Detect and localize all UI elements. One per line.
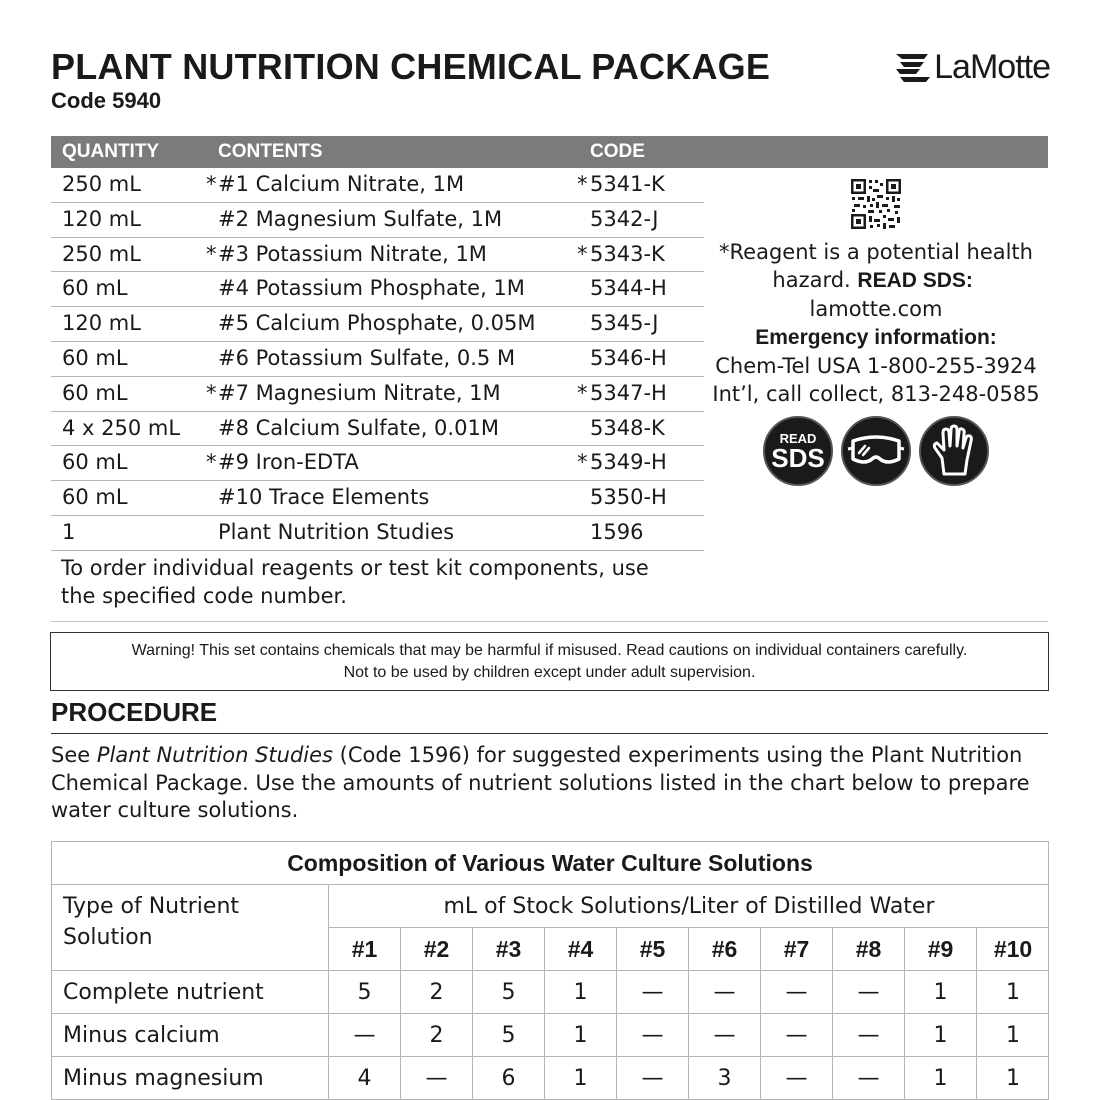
table-cell: 1 xyxy=(545,1057,617,1099)
table-row xyxy=(51,272,704,307)
table-cell: 5 xyxy=(473,971,545,1013)
contents-cell: #4 Potassium Phosphate, 1M xyxy=(218,276,525,301)
composition-title: Composition of Various Water Culture Solutions xyxy=(52,842,1048,885)
table-row xyxy=(51,307,704,342)
divider xyxy=(51,621,1048,622)
code-star: * xyxy=(577,172,588,196)
column-header: #3 xyxy=(473,928,545,970)
hazard-prefix: hazard. xyxy=(772,268,858,292)
code-star: * xyxy=(577,450,588,475)
code-cell: 5346-H xyxy=(590,345,667,370)
contents-cell: Plant Nutrition Studies xyxy=(218,519,455,544)
table-cell: 1 xyxy=(545,1014,617,1056)
table-cell: 1 xyxy=(545,971,617,1013)
table-row xyxy=(51,516,704,551)
lamotte-logo-mark-icon xyxy=(894,52,932,84)
table-cell: 6 xyxy=(473,1057,545,1099)
row-label: Complete nutrient xyxy=(52,971,329,1013)
contents-header: CONTENTS xyxy=(218,141,323,162)
procedure-text-end: (Code 1596) for suggested experiments using the Plant Nutrition Chemical Package. Use the amounts of nutrient solutions listed in the chart below to prepare water culture solutions. xyxy=(51,743,1030,822)
contents-table-header xyxy=(51,136,1048,168)
table-row xyxy=(52,1057,1049,1100)
sds-icon-bottom-text: SDS xyxy=(771,442,825,473)
code-cell: 5348-K xyxy=(590,415,665,440)
quantity-cell: 60 mL xyxy=(62,450,128,475)
row-label: Minus magnesium xyxy=(52,1057,329,1099)
table-cell: 3 xyxy=(689,1057,761,1099)
type-header: Type of Nutrient Solution xyxy=(52,885,329,971)
table-cell: 2 xyxy=(401,971,473,1013)
quantity-cell: 60 mL xyxy=(62,380,128,405)
warning-line-2: Not to be used by children except under adult supervision. xyxy=(343,664,756,681)
divider xyxy=(51,733,1048,734)
table-cell: 1 xyxy=(905,1057,977,1099)
code-cell: 5349-H xyxy=(590,450,667,475)
table-row xyxy=(51,203,704,238)
column-header: #7 xyxy=(761,928,833,970)
warning-line-1: Warning! This set contains chemicals that may be harmful if misused. Read cautions on individual containers carefully. xyxy=(131,642,968,659)
quantity-header: QUANTITY xyxy=(62,141,160,162)
contents-cell: #2 Magnesium Sulfate, 1M xyxy=(218,206,503,231)
contents-cell: #8 Calcium Sulfate, 0.01M xyxy=(218,415,499,440)
table-cell: 4 xyxy=(329,1057,401,1099)
contents-table xyxy=(51,168,704,551)
table-row xyxy=(51,481,704,516)
hazard-line-1: *Reagent is a potential health xyxy=(719,240,1033,264)
column-header: #4 xyxy=(545,928,617,970)
table-cell: — xyxy=(761,1057,833,1099)
procedure-text xyxy=(51,742,1051,825)
safety-icons xyxy=(704,416,1048,486)
column-header: #6 xyxy=(689,928,761,970)
read-sds-icon xyxy=(763,416,833,486)
code-header: CODE xyxy=(590,141,645,162)
table-cell: — xyxy=(617,971,689,1013)
code-cell: 5341-K xyxy=(590,172,665,196)
column-header: #2 xyxy=(401,928,473,970)
code-cell: 5347-H xyxy=(590,380,667,405)
table-cell: 5 xyxy=(329,971,401,1013)
ml-header: mL of Stock Solutions/Liter of Distilled Water xyxy=(329,885,1049,928)
chemtel-phone: Chem-Tel USA 1-800-255-3924 xyxy=(715,354,1037,378)
safety-panel xyxy=(704,178,1048,486)
table-cell: — xyxy=(761,1014,833,1056)
contents-cell: #1 Calcium Nitrate, 1M xyxy=(218,172,465,196)
contents-cell: #3 Potassium Nitrate, 1M xyxy=(218,241,487,266)
contents-cell: #7 Magnesium Nitrate, 1M xyxy=(218,380,501,405)
code-cell: 5345-J xyxy=(590,311,659,336)
table-row xyxy=(51,377,704,412)
contents-cell: #9 Iron-EDTA xyxy=(218,450,359,475)
hazard-star: * xyxy=(206,241,217,266)
code-cell: 5350-H xyxy=(590,485,667,510)
table-cell: 1 xyxy=(905,1014,977,1056)
solution-number-header-row xyxy=(329,928,1049,971)
emergency-title-text: Emergency information: xyxy=(755,326,997,349)
code-cell: 5342-J xyxy=(590,206,659,231)
quantity-cell: 4 x 250 mL xyxy=(62,415,181,440)
table-cell: — xyxy=(833,1014,905,1056)
order-note: To order individual reagents or test kit components, use the specified code number. xyxy=(61,556,649,608)
table-cell: — xyxy=(617,1014,689,1056)
sds-icon-top-text: READ xyxy=(779,430,817,446)
quantity-cell: 60 mL xyxy=(62,485,128,510)
read-sds-label: READ SDS: xyxy=(857,269,973,292)
gloves-icon xyxy=(919,416,989,486)
table-row xyxy=(51,342,704,377)
table-row xyxy=(51,446,704,481)
contents-cell: #5 Calcium Phosphate, 0.05M xyxy=(218,311,536,336)
code-cell: 5343-K xyxy=(590,241,665,266)
composition-table xyxy=(51,841,1049,1100)
logo-text: LaMotte xyxy=(934,48,1050,86)
procedure-book-title: Plant Nutrition Studies xyxy=(96,743,333,767)
page-title: PLANT NUTRITION CHEMICAL PACKAGE xyxy=(51,46,771,87)
code-cell: 1596 xyxy=(590,519,644,544)
qr-code-icon[interactable] xyxy=(850,178,902,230)
contents-cell: #10 Trace Elements xyxy=(218,485,430,510)
table-cell: — xyxy=(401,1057,473,1099)
table-row xyxy=(51,238,704,273)
column-header: #1 xyxy=(329,928,401,970)
code-star: * xyxy=(577,241,588,266)
quantity-cell: 250 mL xyxy=(62,172,141,196)
hazard-star: * xyxy=(206,172,217,196)
table-row xyxy=(51,412,704,447)
website-link[interactable]: lamotte.com xyxy=(809,297,943,321)
goggles-icon xyxy=(841,416,911,486)
table-cell: 5 xyxy=(473,1014,545,1056)
quantity-cell: 120 mL xyxy=(62,206,141,231)
quantity-cell: 1 xyxy=(62,519,76,544)
column-header: #9 xyxy=(905,928,977,970)
quantity-cell: 60 mL xyxy=(62,345,128,370)
table-cell: — xyxy=(689,971,761,1013)
table-cell: 2 xyxy=(401,1014,473,1056)
table-cell: — xyxy=(329,1014,401,1056)
table-cell: 1 xyxy=(905,971,977,1013)
warning-box xyxy=(50,632,1049,691)
table-row xyxy=(51,168,704,203)
quantity-cell: 250 mL xyxy=(62,241,141,266)
table-cell: 1 xyxy=(1006,980,1020,1005)
column-header: #5 xyxy=(617,928,689,970)
lamotte-logo xyxy=(894,48,1050,87)
table-row xyxy=(52,1014,1049,1057)
product-code: Code 5940 xyxy=(51,88,162,113)
intl-phone: Int’l, call collect, 813-248-0585 xyxy=(712,382,1040,406)
table-cell: 1 xyxy=(1006,1023,1020,1048)
hazard-star: * xyxy=(206,450,217,475)
code-star: * xyxy=(577,380,588,405)
hazard-star: * xyxy=(206,380,217,405)
row-label: Minus calcium xyxy=(52,1014,329,1056)
quantity-cell: 120 mL xyxy=(62,311,141,336)
table-cell: — xyxy=(833,1057,905,1099)
table-cell: — xyxy=(617,1057,689,1099)
table-cell: — xyxy=(761,971,833,1013)
table-cell: — xyxy=(689,1014,761,1056)
table-cell: 1 xyxy=(1006,1066,1020,1091)
column-header: #8 xyxy=(833,928,905,970)
procedure-heading: PROCEDURE xyxy=(51,697,218,727)
table-row xyxy=(52,971,1049,1014)
hazard-line-2 xyxy=(704,266,1048,323)
table-cell: — xyxy=(833,971,905,1013)
column-header: #10 xyxy=(993,936,1033,962)
code-cell: 5344-H xyxy=(590,276,667,301)
emergency-title xyxy=(704,323,1048,352)
quantity-cell: 60 mL xyxy=(62,276,128,301)
contents-cell: #6 Potassium Sulfate, 0.5 M xyxy=(218,345,516,370)
procedure-text-start: See xyxy=(51,743,97,767)
